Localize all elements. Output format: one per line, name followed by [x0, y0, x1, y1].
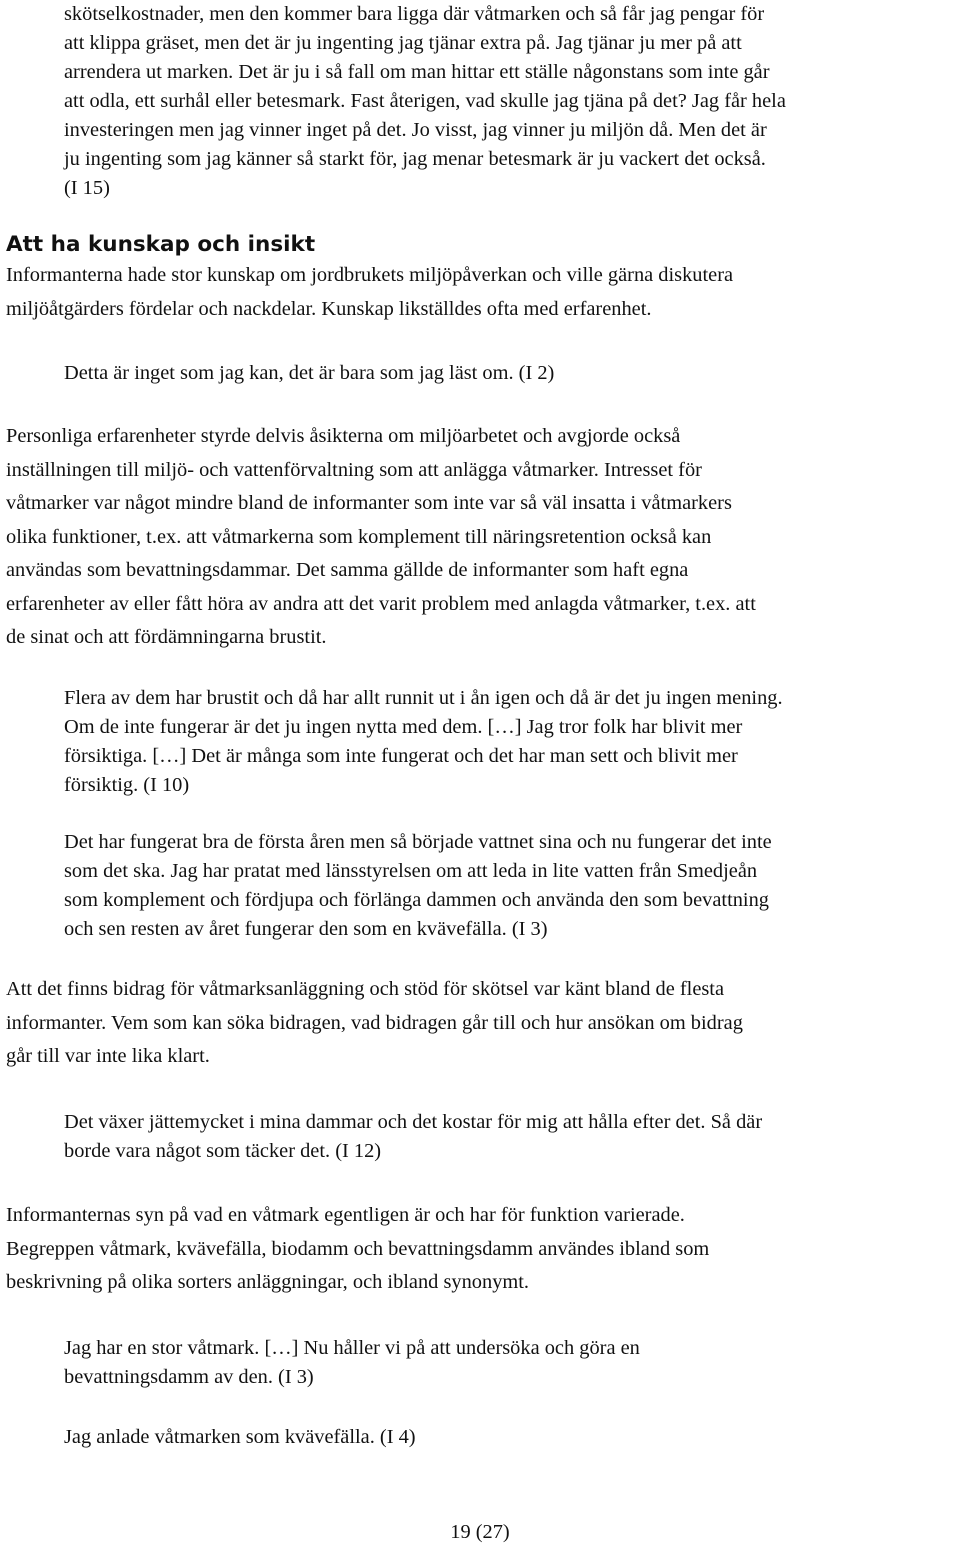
text-line: våtmarker var något mindre bland de informanter som inte var så väl insatta i våtmarkers [6, 492, 732, 514]
interview-quote-i4 [64, 1423, 416, 1452]
paragraph-knowledge [6, 259, 733, 326]
interview-quote-i3-a [64, 828, 772, 944]
paragraph-views [6, 1199, 709, 1300]
text-line: beskrivning på olika sorters anläggningar, och ibland synonymt. [6, 1271, 530, 1293]
text-line: Jag har en stor våtmark. […] Nu håller vi på att undersöka och göra en [64, 1337, 640, 1359]
text-line: försiktiga. […] Det är många som inte fungerat och det har man sett och blivit mer [64, 745, 738, 767]
text-line: som komplement och fördjupa och förlänga dammen och använda den som bevattning [64, 889, 769, 911]
text-line: (I 15) [64, 177, 110, 199]
text-line: arrendera ut marken. Det är ju i så fall om man hittar ett ställe någonstans som inte går [64, 61, 770, 83]
text-line: Jag anlade våtmarken som kvävefälla. (I 4) [64, 1426, 416, 1448]
text-line: Personliga erfarenheter styrde delvis åsikterna om miljöarbetet och avgjorde också [6, 425, 681, 447]
interview-quote-i3-b [64, 1334, 640, 1392]
text-line: Informanterna hade stor kunskap om jordbrukets miljöpåverkan och ville gärna diskutera [6, 264, 734, 286]
text-line: skötselkostnader, men den kommer bara ligga där våtmarken och så får jag pengar för [64, 3, 765, 25]
text-line: att klippa gräset, men det är ju ingenting jag tjänar extra på. Jag tjänar ju mer på att [64, 32, 742, 54]
text-line: Flera av dem har brustit och då har allt runnit ut i ån igen och då är det ju ingen mening. [64, 687, 783, 709]
text-line: inställningen till miljö- och vattenförvaltning som att anlägga våtmarker. Intresset för [6, 458, 702, 481]
text-line: borde vara något som täcker det. (I 12) [64, 1140, 382, 1162]
text-line: går till var inte lika klart. [6, 1045, 210, 1067]
text-line: Om de inte fungerar är det ju ingen nytta med dem. […] Jag tror folk har blivit mer [64, 716, 743, 738]
text-line: Begreppen våtmark, kvävefälla, biodamm och bevattningsdamm användes ibland som [6, 1237, 710, 1260]
page-number: 19 (27) [450, 1521, 510, 1543]
paragraph-grants [6, 973, 743, 1074]
text-line: Att det finns bidrag för våtmarksanläggning och stöd för skötsel var känt bland de flesta [6, 978, 725, 1000]
text-line: Det växer jättemycket i mina dammar och det kostar för mig att hålla efter det. Så där [64, 1111, 763, 1133]
text-line: informanter. Vem som kan söka bidragen, vad bidragen går till och hur ansökan om bidrag [6, 1011, 743, 1034]
text-line: som det ska. Jag har pratat med länsstyrelsen om att leda in lite vatten från Smedjeån [64, 860, 758, 882]
paragraph-experience [6, 420, 756, 655]
text-line: Informanternas syn på vad en våtmark egentligen är och har för funktion varierade. [6, 1204, 685, 1226]
text-line: Detta är inget som jag kan, det är bara som jag läst om. (I 2) [64, 362, 555, 384]
text-line: miljöåtgärders fördelar och nackdelar. Kunskap likställdes ofta med erfarenhet. [6, 297, 652, 320]
text-line: att odla, ett surhål eller betesmark. Fast återigen, vad skulle jag tjäna på det? Jag får hela [64, 90, 786, 112]
interview-quote-i10 [64, 684, 783, 800]
text-line: investeringen men jag vinner inget på det. Jo visst, jag vinner ju miljön då. Men det är [64, 119, 767, 141]
text-line: Det har fungerat bra de första åren men så började vattnet sina och nu fungerar det inte [64, 831, 772, 853]
section-heading: Att ha kunskap och insikt [6, 232, 316, 257]
text-line: ju ingenting som jag känner så starkt för, jag menar betesmark är ju vackert det också. [64, 148, 766, 170]
text-line: erfarenheter av eller fått höra av andra att det varit problem med anlagda våtmarker, t.ex. att [6, 592, 756, 615]
text-line: försiktig. (I 10) [64, 774, 190, 796]
text-line: och sen resten av året fungerar den som en kvävefälla. (I 3) [64, 918, 548, 940]
interview-quote-i12 [64, 1108, 762, 1166]
interview-quote-i15 [64, 0, 786, 203]
text-line: användas som bevattningsdammar. Det samma gällde de informanter som haft egna [6, 559, 689, 581]
text-line: bevattningsdamm av den. (I 3) [64, 1366, 314, 1388]
text-line: de sinat och att fördämningarna brustit. [6, 626, 327, 648]
interview-quote-i2 [64, 359, 554, 388]
text-line: olika funktioner, t.ex. att våtmarkerna som komplement till näringsretention också kan [6, 525, 712, 548]
